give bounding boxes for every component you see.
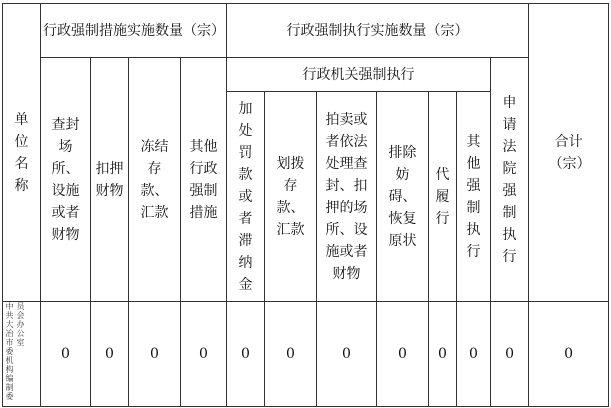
header-measure-seal: 查封场所、设施或者财物 — [41, 58, 91, 302]
header-admin-remove: 排除妨碍、恢复原状 — [377, 92, 429, 302]
cell-value: 0 — [491, 302, 529, 407]
cell-value: 0 — [129, 302, 181, 407]
cell-value: 0 — [181, 302, 227, 407]
header-measures-group: 行政强制措施实施数量（宗） — [41, 4, 227, 58]
header-admin-auction: 拍卖或者依法处理查封、扣押的场所、设施或者财物 — [317, 92, 377, 302]
cell-value: 0 — [41, 302, 91, 407]
row-unit-name: 中共大冶市委机构编制委员会办公室 — [3, 302, 41, 407]
header-admin-transfer: 划拨存款、汇款 — [265, 92, 317, 302]
cell-total: 0 — [529, 302, 609, 407]
header-unit-name: 单位名称 — [3, 4, 41, 302]
header-total: 合计（宗） — [529, 4, 609, 302]
cell-value: 0 — [457, 302, 491, 407]
header-admin-fine: 加处罚款或者滞纳金 — [227, 92, 265, 302]
cell-value: 0 — [265, 302, 317, 407]
header-admin-other: 其他强制执行 — [457, 92, 491, 302]
header-measure-freeze: 冻结存款、汇款 — [129, 58, 181, 302]
cell-value: 0 — [317, 302, 377, 407]
cell-value: 0 — [429, 302, 457, 407]
header-admin-substitute: 代履行 — [429, 92, 457, 302]
header-court-execution: 申请法院强制执行 — [491, 58, 529, 302]
cell-value: 0 — [91, 302, 129, 407]
header-admin-group: 行政机关强制执行 — [227, 58, 491, 92]
cell-value: 0 — [377, 302, 429, 407]
header-execution-group: 行政强制执行实施数量（宗） — [227, 4, 529, 58]
header-measure-seize: 扣押财物 — [91, 58, 129, 302]
header-measure-other: 其他行政强制措施 — [181, 58, 227, 302]
cell-value: 0 — [227, 302, 265, 407]
enforcement-statistics-table — [2, 3, 609, 407]
